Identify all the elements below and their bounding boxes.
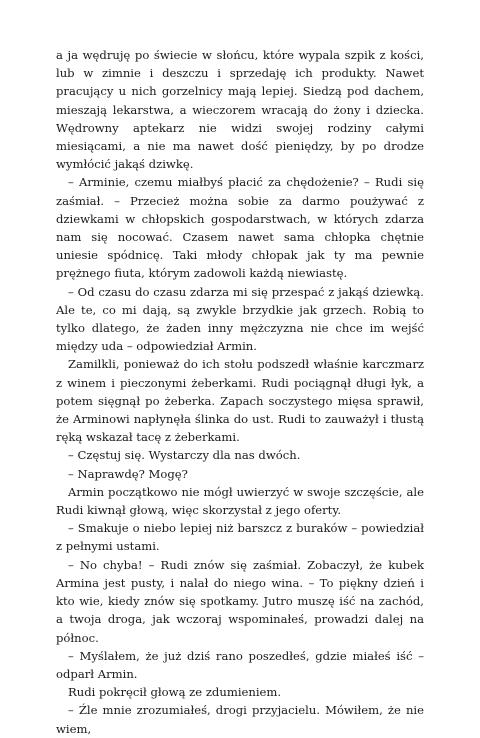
paragraph: Armin początkowo nie mógł uwierzyć w swoje szczęście, ale Rudi kiwnął głową, więc skorzystał z jego oferty. bbox=[56, 484, 424, 518]
paragraph: Zamilkli, ponieważ do ich stołu podszedł właśnie karczmarz z winem i pieczonymi żeberkami. Rudi pociągnął długi łyk, a potem sięgnął po żeberka. Zapach soczystego mięsa sprawił, że Arminowi napłynęła ślinka do ust. Rudi to zauważył i tłustą ręką wskazał tacę z żeberkami. bbox=[56, 357, 424, 445]
paragraph: – Smakuje o niebo lepiej niż barszcz z buraków – powiedział z pełnymi ustami. bbox=[56, 521, 424, 554]
paragraph: – Arminie, czemu miałbyś płacić za chędożenie? – Rudi się zaśmiał. – Przecież można sobie za darmo poużywać z dziewkami w chłopskich gospodarstwach, w których zdarza nam się nocować. Czasem nawet sama chłopka chętnie uniesie spódnicę. Taki młody chłopak jak ty ma pewnie prężnego fiuta, którym zadowoli każdą niewiastę. bbox=[56, 175, 424, 281]
paragraph: – Naprawdę? Mogę? bbox=[68, 466, 188, 481]
paragraph: – Myślałem, że już dziś rano poszedłeś, gdzie miałeś iść – odparł Armin. bbox=[56, 648, 424, 681]
paragraph: Rudi pokręcił głową ze zdumieniem. bbox=[68, 685, 282, 700]
paragraph: – Źle mnie zrozumiałeś, drogi przyjacielu. Mówiłem, że nie wiem, bbox=[56, 703, 424, 736]
paragraph: – Częstuj się. Wystarczy dla nas dwóch. bbox=[68, 448, 301, 463]
paragraph: a ja wędruję po świecie w słońcu, które wypala szpik z kości, lub w zimnie i deszczu i sprzedaję ich produkty. Nawet pracujący u nich gorzelnicy mają lepiej. Siedzą pod dachem, mieszają lekarstwa, a wieczorem wracają do żony i dziecka. Wędrowny aptekarz nie widzi swojej rodziny całymi miesiącami, a nie ma nawet dość pieniędzy, by po drodze wymłócić jakąś dziwkę. bbox=[56, 48, 424, 172]
book-page-text bbox=[56, 46, 424, 738]
paragraph: – Od czasu do czasu zdarza mi się przespać z jakąś dziewką. Ale te, co mi dają, są zwykle brzydkie jak grzech. Robią to tylko dlatego, że żaden inny mężczyzna nie chce im wejść między uda – odpowiedział Armin. bbox=[56, 284, 424, 354]
paragraph: – No chyba! – Rudi znów się zaśmiał. Zobaczył, że kubek Armina jest pusty, i nalał do niego wina. – To piękny dzień i kto wie, kiedy znów się spotkamy. Jutro muszę iść na zachód, a twoja droga, jak wczoraj wspominałeś, prowadzi dalej na północ. bbox=[56, 557, 424, 645]
